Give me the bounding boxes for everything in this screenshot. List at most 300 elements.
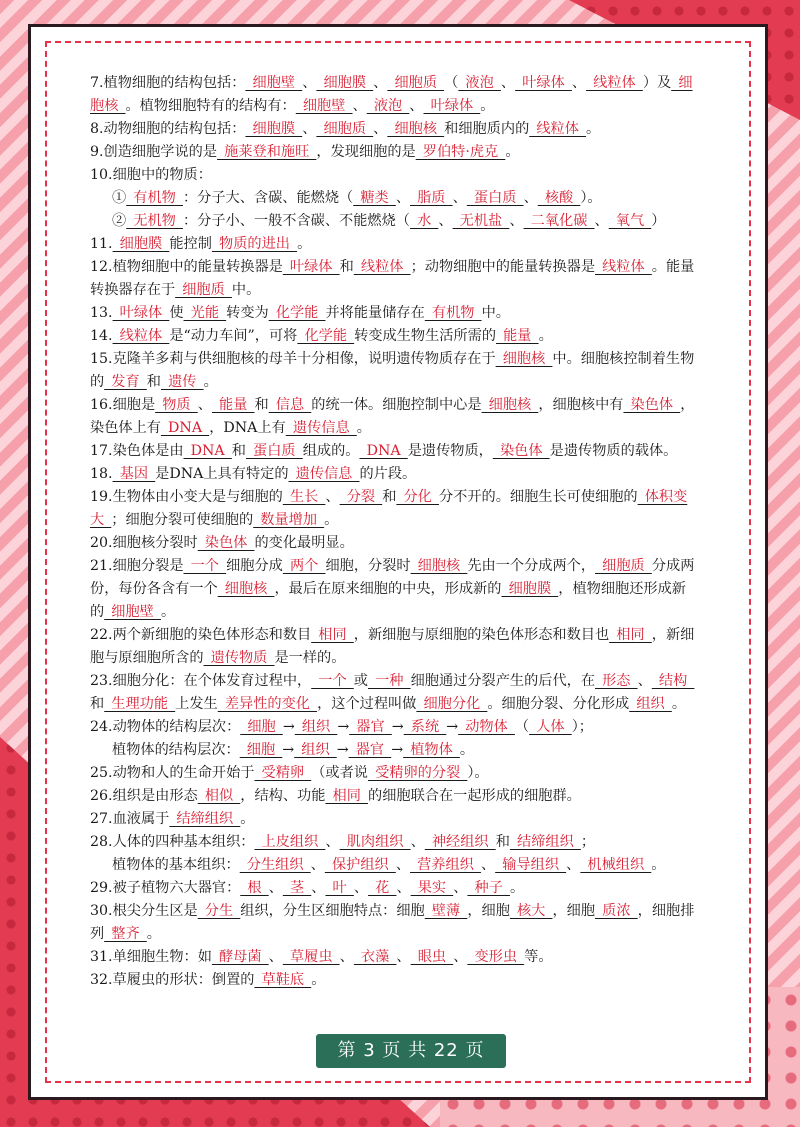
answer-blank: 蛋白质 xyxy=(245,443,303,459)
text-run: （ xyxy=(514,719,530,735)
text-run: 是DNA上具有特定的 xyxy=(155,466,289,482)
text-run: 分成两份，每份各含有一个 xyxy=(90,558,695,597)
text-run: 并将能量储存在 xyxy=(325,305,425,321)
answer-blank: 质浓 xyxy=(595,903,638,919)
answer-blank: 受精卵 xyxy=(254,765,312,781)
text-run: 细胞分成 xyxy=(226,558,283,574)
text-run: 17.染色体是由 xyxy=(90,443,184,459)
text-run: 、 xyxy=(500,75,516,91)
text-run: ）。 xyxy=(580,190,602,206)
text-run: ； xyxy=(580,834,596,850)
answer-blank: 细胞核 xyxy=(481,397,539,413)
answer-blank: 二氧化碳 xyxy=(523,213,595,229)
text-run: ）； xyxy=(571,719,593,735)
item-18 xyxy=(90,463,698,486)
item-29 xyxy=(90,877,698,900)
answer-blank: 数量增加 xyxy=(253,512,325,528)
text-run: ② xyxy=(112,213,127,229)
item-31 xyxy=(90,946,698,969)
answer-blank: 物质 xyxy=(155,397,198,413)
text-run: 。 xyxy=(311,972,326,988)
answer-blank: 生长 xyxy=(282,489,326,505)
answer-blank: 草履虫 xyxy=(282,949,340,965)
text-run: 、 xyxy=(571,75,587,91)
answer-blank: 遗传信息 xyxy=(285,420,357,436)
text-run: ，DNA上有 xyxy=(209,420,286,436)
answer-blank: 差异性的变化 xyxy=(217,696,318,712)
text-run: 。植物细胞特有的结构有： xyxy=(125,98,296,114)
answer-blank: 无机物 xyxy=(126,213,183,229)
item-32 xyxy=(90,969,698,992)
answer-blank: 果实 xyxy=(410,880,454,896)
answer-blank: 化学能 xyxy=(297,328,355,344)
text-run: 16.细胞是 xyxy=(90,397,156,413)
text-run: → xyxy=(446,719,459,735)
text-run: 、 xyxy=(453,880,468,896)
text-run: ，结构、功能 xyxy=(240,788,326,804)
text-run: 31.单细胞生物：如 xyxy=(90,949,212,965)
answer-blank: 酵母菌 xyxy=(211,949,269,965)
answer-blank: 物质的进出 xyxy=(211,236,298,252)
text-run: 10.细胞中的物质： xyxy=(90,167,212,183)
answer-blank: 细胞核 xyxy=(387,121,445,137)
item-30 xyxy=(90,900,698,946)
text-run: → xyxy=(391,742,404,758)
text-run: 和 xyxy=(231,443,246,459)
answer-blank: 液泡 xyxy=(366,98,410,114)
text-run: 、 xyxy=(566,857,581,873)
answer-blank: 形态 xyxy=(595,673,638,689)
text-run: 的片段。 xyxy=(359,466,417,482)
answer-blank: 输导组织 xyxy=(495,857,567,873)
answer-blank: 茎 xyxy=(282,880,312,896)
text-run: → xyxy=(391,719,404,735)
text-run: ）及 xyxy=(642,75,672,91)
text-run: 、 xyxy=(410,834,425,850)
text-run: 。 xyxy=(297,236,312,252)
text-run: 11. xyxy=(90,236,113,252)
text-run: 26.组织是由形态 xyxy=(90,788,198,804)
text-run: 和 xyxy=(339,259,354,275)
text-run: ，最后在原来细胞的中央，形成新的 xyxy=(274,581,502,597)
text-run: 20.细胞核分裂时 xyxy=(90,535,198,551)
text-run: 。 xyxy=(510,880,525,896)
text-run: 、 xyxy=(480,857,496,873)
answer-blank: 人体 xyxy=(529,719,572,735)
text-run: 、 xyxy=(373,121,388,137)
text-run: 中。 xyxy=(231,282,261,298)
text-run: 的统一体。细胞控制中心是 xyxy=(311,397,482,413)
answer-blank: 叶绿体 xyxy=(112,305,170,321)
text-run: 。能量转换器存在于 xyxy=(90,259,695,298)
answer-blank: 基因 xyxy=(112,466,156,482)
answer-blank: 线粒体 xyxy=(353,259,411,275)
text-run: 植物体的基本组织： xyxy=(112,857,240,873)
answer-blank: 两个 xyxy=(282,558,326,574)
answer-blank: 能量 xyxy=(496,328,539,344)
answer-blank: 结缔组织 xyxy=(509,834,581,850)
text-run: 、 xyxy=(353,880,369,896)
answer-blank: 罗伯特·虎克 xyxy=(415,144,506,160)
text-run: ，新细胞与原细胞所含的 xyxy=(90,627,695,666)
answer-blank: 光能 xyxy=(183,305,227,321)
answer-blank: 相同 xyxy=(311,627,354,643)
text-run: 上发生 xyxy=(175,696,218,712)
text-run: 的细胞联合在一起形成的细胞群。 xyxy=(368,788,581,804)
answer-blank: 相同 xyxy=(325,788,368,804)
answer-blank: 相似 xyxy=(197,788,241,804)
answer-blank: 系统 xyxy=(403,719,447,735)
answer-blank: 脂质 xyxy=(410,190,453,206)
text-run: 28.人体的四种基本组织： xyxy=(90,834,255,850)
text-run: 、 xyxy=(395,190,411,206)
text-run: 21.细胞分裂是 xyxy=(90,558,184,574)
text-run: → xyxy=(337,719,350,735)
text-run: 19.生物体由小变大是与细胞的 xyxy=(90,489,283,505)
text-run: 先由一个分成两个， xyxy=(467,558,596,574)
text-run: 能控制 xyxy=(169,236,212,252)
item-10-2 xyxy=(90,210,698,233)
text-run: ，细胞核中有 xyxy=(538,397,624,413)
page-indicator: 第 3 页 共 22 页 xyxy=(316,1034,506,1068)
item-28-2 xyxy=(90,854,698,877)
answer-blank: 草鞋底 xyxy=(254,972,312,988)
text-run: 。 xyxy=(480,98,495,114)
text-run: 。 xyxy=(240,811,255,827)
item-16 xyxy=(90,394,698,440)
answer-blank: 变形虫 xyxy=(467,949,525,965)
answer-blank: 细胞壁 xyxy=(245,75,303,91)
answer-blank: 器官 xyxy=(349,719,392,735)
text-run: 。 xyxy=(538,328,553,344)
text-run: 27.血液属于 xyxy=(90,811,170,827)
text-run: 、 xyxy=(310,857,325,873)
answer-blank: 受精卵的分裂 xyxy=(367,765,468,781)
text-run: ，细胞 xyxy=(552,903,596,919)
text-run: 是遗传物质的载体。 xyxy=(549,443,678,459)
text-run: 、 xyxy=(594,213,609,229)
text-run: ① xyxy=(112,190,127,206)
answer-blank: 信息 xyxy=(268,397,312,413)
text-run: ：分子大、含碳、能燃烧（ xyxy=(182,190,354,206)
item-24 xyxy=(90,716,698,739)
text-run: 。 xyxy=(651,857,666,873)
answer-blank: 遗传 xyxy=(160,374,204,390)
answer-blank: 整齐 xyxy=(104,926,147,942)
text-run: ，细胞 xyxy=(467,903,510,919)
answer-blank: 液泡 xyxy=(458,75,501,91)
text-run: 或 xyxy=(353,673,368,689)
text-run: ：分子小、一般不含碳、不能燃烧（ xyxy=(182,213,410,229)
answer-blank: 能量 xyxy=(211,397,255,413)
answer-blank: 遗传物质 xyxy=(203,650,275,666)
answer-blank: 细胞核 xyxy=(410,558,468,574)
item-15 xyxy=(90,348,698,394)
answer-blank: 眼虫 xyxy=(410,949,454,965)
text-run: ） xyxy=(651,213,666,229)
text-run: 、 xyxy=(311,880,326,896)
answer-blank: 器官 xyxy=(348,742,392,758)
answer-blank: 细胞膜 xyxy=(501,581,559,597)
answer-blank: 细胞核 xyxy=(495,351,553,367)
text-run: （或者说 xyxy=(311,765,368,781)
answer-blank: 核酸 xyxy=(537,190,581,206)
answer-blank: 蛋白质 xyxy=(466,190,524,206)
answer-blank: 糖类 xyxy=(353,190,396,206)
answer-blank: 花 xyxy=(368,880,397,896)
answer-blank: 氧气 xyxy=(608,213,652,229)
item-12 xyxy=(90,256,698,302)
answer-blank: 化学能 xyxy=(268,305,326,321)
text-run: 转变为 xyxy=(226,305,269,321)
item-21 xyxy=(90,555,698,624)
text-run: 13. xyxy=(90,305,113,321)
answer-blank: 无机盐 xyxy=(452,213,510,229)
answer-blank: 营养组织 xyxy=(410,857,481,873)
text-run: 。 xyxy=(203,374,218,390)
text-run: 、 xyxy=(509,213,524,229)
text-run: 、 xyxy=(395,857,411,873)
answer-blank: 细胞核 xyxy=(217,581,275,597)
text-run: 25.动物和人的生命开始于 xyxy=(90,765,255,781)
text-run: 中。 xyxy=(481,305,510,321)
text-run: 、 xyxy=(453,949,468,965)
answer-blank: 细胞分化 xyxy=(416,696,488,712)
text-run: 、 xyxy=(302,75,317,91)
answer-blank: 上皮组织 xyxy=(254,834,326,850)
answer-blank: 细胞膜 xyxy=(316,75,374,91)
text-run: ）。 xyxy=(467,765,489,781)
document-body xyxy=(90,72,698,992)
item-13 xyxy=(90,302,698,325)
text-run: 7.植物细胞的结构包括： xyxy=(90,75,246,91)
answer-blank: 染色体 xyxy=(623,397,681,413)
item-24-2 xyxy=(90,739,698,762)
text-run: 等。 xyxy=(524,949,553,965)
answer-blank: 染色体 xyxy=(492,443,550,459)
text-run: 24.动物体的结构层次： xyxy=(90,719,241,735)
text-run: 15.克隆羊多莉与供细胞核的母羊十分相像，说明遗传物质存在于 xyxy=(90,351,496,367)
text-run: 。 xyxy=(586,121,601,137)
item-10-1 xyxy=(90,187,698,210)
text-run: 组成的。 xyxy=(302,443,360,459)
text-run: ；细胞分裂可使细胞的 xyxy=(111,512,254,528)
text-run: 、 xyxy=(409,98,424,114)
text-run: 和 xyxy=(382,489,397,505)
text-run: 植物体的结构层次： xyxy=(112,742,240,758)
item-26 xyxy=(90,785,698,808)
answer-blank: 细胞膜 xyxy=(112,236,170,252)
answer-blank: 分生 xyxy=(197,903,241,919)
text-run: 、 xyxy=(373,75,388,91)
text-run: 14. xyxy=(90,328,113,344)
text-run: 。细胞分裂、分化形成 xyxy=(487,696,630,712)
text-run: ，发现细胞的是 xyxy=(316,144,416,160)
answer-blank: 细胞膜 xyxy=(245,121,303,137)
item-27 xyxy=(90,808,698,831)
answer-blank: 组织 xyxy=(629,696,672,712)
text-run: 、 xyxy=(268,949,283,965)
text-run: 32.草履虫的形状：倒置的 xyxy=(90,972,255,988)
text-run: 、 xyxy=(396,880,411,896)
answer-blank: 染色体 xyxy=(197,535,255,551)
text-run: 、 xyxy=(352,98,367,114)
answer-blank: 生理功能 xyxy=(104,696,176,712)
text-run: 分不开的。细胞生长可使细胞的 xyxy=(438,489,638,505)
text-run: → xyxy=(336,742,349,758)
text-run: 、 xyxy=(197,397,212,413)
answer-blank: DNA xyxy=(160,420,210,436)
text-run: 细胞，分裂时 xyxy=(325,558,411,574)
answer-blank: 施莱登和施旺 xyxy=(217,144,317,160)
answer-blank: 有机物 xyxy=(126,190,183,206)
text-run: 22.两个新细胞的染色体形态和数目 xyxy=(90,627,312,643)
item-17 xyxy=(90,440,698,463)
answer-blank: 衣藻 xyxy=(353,949,397,965)
item-7 xyxy=(90,72,698,118)
answer-blank: 细胞壁 xyxy=(104,604,161,620)
text-run: （ xyxy=(444,75,459,91)
text-run: 使 xyxy=(169,305,184,321)
answer-blank: 遗传信息 xyxy=(288,466,360,482)
text-run: 、 xyxy=(325,489,340,505)
answer-blank: 组织 xyxy=(294,742,337,758)
item-25 xyxy=(90,762,698,785)
text-run: 30.根尖分生区是 xyxy=(90,903,198,919)
answer-blank: 细胞质 xyxy=(316,121,374,137)
text-run: 23.细胞分化：在个体发育过程中， xyxy=(90,673,312,689)
text-run: ，新细胞与原细胞的染色体形态和数目也 xyxy=(353,627,610,643)
text-run: 、 xyxy=(396,949,411,965)
answer-blank: 肌肉组织 xyxy=(339,834,411,850)
answer-blank: 叶绿体 xyxy=(515,75,572,91)
answer-blank: 体积变大 xyxy=(90,489,688,528)
answer-blank: 叶 xyxy=(325,880,354,896)
text-run: 中。细胞核控制着生物的 xyxy=(90,351,695,390)
answer-blank: 一种 xyxy=(367,673,411,689)
text-run: 18. xyxy=(90,466,113,482)
answer-blank: 结构 xyxy=(651,673,695,689)
text-run: 。 xyxy=(356,420,371,436)
text-run: 是“动力车间”，可将 xyxy=(169,328,298,344)
text-run: 细胞通过分裂产生的后代，在 xyxy=(410,673,596,689)
text-run: 、 xyxy=(637,673,652,689)
text-run: 。 xyxy=(459,742,475,758)
answer-blank: 细胞壁 xyxy=(295,98,353,114)
text-run: 、 xyxy=(339,949,354,965)
item-8 xyxy=(90,118,698,141)
answer-blank: 细胞 xyxy=(240,719,283,735)
answer-blank: 相同 xyxy=(609,627,652,643)
answer-blank: 发育 xyxy=(104,374,147,390)
answer-blank: 分生组织 xyxy=(239,857,311,873)
text-run: 9.创造细胞学说的是 xyxy=(90,144,218,160)
text-run: 是一样的。 xyxy=(274,650,346,666)
item-20 xyxy=(90,532,698,555)
answer-blank: 分化 xyxy=(396,489,439,505)
text-run: 、 xyxy=(438,213,453,229)
answer-blank: 细胞质 xyxy=(175,282,232,298)
text-run: → xyxy=(282,742,295,758)
item-23 xyxy=(90,670,698,716)
text-run: 。 xyxy=(160,604,176,620)
answer-blank: 细胞质 xyxy=(595,558,652,574)
text-run: 。 xyxy=(671,696,687,712)
answer-blank: 叶绿体 xyxy=(282,259,340,275)
text-run: ；动物细胞中的能量转换器是 xyxy=(410,259,596,275)
text-run: 、 xyxy=(523,190,538,206)
answer-blank: 保护组织 xyxy=(324,857,396,873)
item-19 xyxy=(90,486,698,532)
answer-blank: 水 xyxy=(409,213,439,229)
answer-blank: DNA xyxy=(183,443,232,459)
answer-blank: 细胞质 xyxy=(387,75,445,91)
item-9 xyxy=(90,141,698,164)
text-run: 和 xyxy=(146,374,161,390)
answer-blank: 植物体 xyxy=(403,742,460,758)
answer-blank: 线粒体 xyxy=(529,121,587,137)
answer-blank: 细胞核 xyxy=(90,75,693,114)
text-run: 和 xyxy=(495,834,510,850)
answer-blank: DNA xyxy=(359,443,408,459)
text-run: 。 xyxy=(505,144,520,160)
answer-blank: 种子 xyxy=(467,880,510,896)
answer-blank: 组织 xyxy=(294,719,338,735)
answer-blank: 细胞 xyxy=(239,742,283,758)
item-10 xyxy=(90,164,698,187)
answer-blank: 线粒体 xyxy=(586,75,643,91)
answer-blank: 叶绿体 xyxy=(423,98,481,114)
answer-blank: 根 xyxy=(240,880,269,896)
answer-blank: 神经组织 xyxy=(424,834,496,850)
item-22 xyxy=(90,624,698,670)
answer-blank: 一个 xyxy=(183,558,227,574)
text-run: ，染色体上有 xyxy=(90,397,695,436)
answer-blank: 线粒体 xyxy=(595,259,652,275)
text-run: 的变化最明显。 xyxy=(254,535,354,551)
item-28 xyxy=(90,831,698,854)
text-run: 。 xyxy=(324,512,339,528)
answer-blank: 动物体 xyxy=(458,719,515,735)
text-run: 和细胞质内的 xyxy=(444,121,530,137)
text-run: 、 xyxy=(302,121,317,137)
text-run: 和 xyxy=(90,696,105,712)
text-run: 8.动物细胞的结构包括： xyxy=(90,121,246,137)
text-run: 29.被子植物六大器官： xyxy=(90,880,241,896)
answer-blank: 结缔组织 xyxy=(169,811,241,827)
text-run: → xyxy=(282,719,295,735)
text-run: 、 xyxy=(268,880,283,896)
text-run: ，植物细胞还形成新的 xyxy=(90,581,686,620)
answer-blank: 有机物 xyxy=(424,305,482,321)
text-run: ，这个过程叫做 xyxy=(317,696,417,712)
answer-blank: 线粒体 xyxy=(112,328,170,344)
answer-blank: 壁薄 xyxy=(424,903,468,919)
text-run: 、 xyxy=(452,190,467,206)
text-run: 是遗传物质， xyxy=(407,443,493,459)
answer-blank: 分裂 xyxy=(339,489,383,505)
text-run: 12.植物细胞中的能量转换器是 xyxy=(90,259,283,275)
text-run: 组织，分生区细胞特点：细胞 xyxy=(240,903,425,919)
text-run: ，细胞排列 xyxy=(90,903,695,942)
answer-blank: 一个 xyxy=(311,673,354,689)
text-run: 转变成生物生活所需的 xyxy=(354,328,497,344)
text-run: 和 xyxy=(254,397,269,413)
text-run: 、 xyxy=(325,834,340,850)
answer-blank: 机械组织 xyxy=(580,857,652,873)
answer-blank: 核大 xyxy=(509,903,553,919)
item-14 xyxy=(90,325,698,348)
